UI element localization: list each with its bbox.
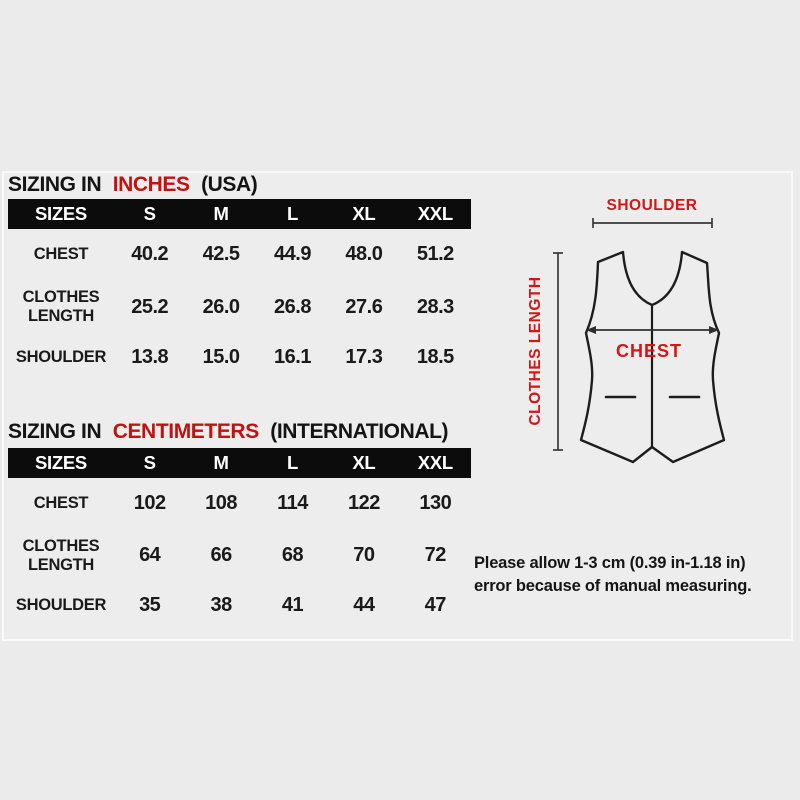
centimeters-table-title xyxy=(8,419,471,444)
cell-value: 26.8 xyxy=(274,295,311,318)
cell-value: 28.3 xyxy=(416,295,454,318)
cell-value: 48.0 xyxy=(345,242,383,265)
column-header-s: S xyxy=(143,452,156,473)
cell-value: 47 xyxy=(424,594,446,616)
row-label: CHEST xyxy=(33,493,89,512)
title-prefix: SIZING IN xyxy=(8,173,102,196)
cell-value: 44.9 xyxy=(274,242,311,265)
table-row-chest xyxy=(8,478,471,528)
cell-value: 66 xyxy=(210,544,232,566)
cell-value: 18.5 xyxy=(416,345,454,368)
clothes-length-dimension-line xyxy=(553,253,563,450)
table-row-shoulder xyxy=(8,335,471,379)
centimeters-table-header xyxy=(8,448,471,478)
cell-value: 122 xyxy=(347,491,380,514)
note-line-2: error because of manual measuring. xyxy=(474,576,752,595)
row-label: CLOTHES LENGTH xyxy=(22,536,100,574)
cell-value: 130 xyxy=(419,491,452,514)
measuring-error-note xyxy=(474,552,800,597)
row-label: CLOTHES LENGTH xyxy=(22,288,100,325)
title-unit: INCHES xyxy=(112,173,190,196)
column-header-m: M xyxy=(213,203,229,224)
cell-value: 38 xyxy=(210,594,232,616)
cell-value: 102 xyxy=(133,491,166,514)
title-unit: CENTIMETERS xyxy=(112,420,259,443)
cell-value: 26.0 xyxy=(202,295,240,318)
column-header-xxl: XXL xyxy=(417,452,453,473)
cell-value: 114 xyxy=(277,491,308,514)
row-label: SHOULDER xyxy=(15,347,107,366)
cell-value: 64 xyxy=(139,544,161,566)
cell-value: 17.3 xyxy=(345,345,383,368)
cell-value: 27.6 xyxy=(345,295,383,318)
chest-dimension-label: CHEST xyxy=(615,341,683,361)
cell-value: 13.8 xyxy=(131,345,169,368)
cell-value: 42.5 xyxy=(202,242,240,265)
column-header-xxl: XXL xyxy=(417,203,453,224)
shoulder-dimension-line xyxy=(593,218,712,228)
title-region: (INTERNATIONAL) xyxy=(270,420,449,443)
title-region: (USA) xyxy=(201,173,258,196)
cell-value: 41 xyxy=(281,594,304,616)
row-label: CHEST xyxy=(33,244,89,263)
cell-value: 16.1 xyxy=(274,345,311,368)
cell-value: 44 xyxy=(353,594,375,616)
vest-measurement-diagram xyxy=(515,192,800,487)
inches-table-header xyxy=(8,199,471,229)
centimeters-size-table xyxy=(8,419,471,628)
cell-value: 108 xyxy=(205,491,238,514)
cell-value: 35 xyxy=(139,594,161,616)
column-header-xl: XL xyxy=(352,452,376,473)
column-header-s: S xyxy=(143,203,156,224)
cell-value: 15.0 xyxy=(202,345,240,368)
cell-value: 72 xyxy=(424,544,446,566)
inches-size-table xyxy=(8,172,471,379)
table-row-clothes-length xyxy=(8,279,471,335)
shoulder-dimension-label: SHOULDER xyxy=(606,197,698,214)
cell-value: 51.2 xyxy=(416,242,454,265)
column-header-sizes: SIZES xyxy=(35,203,87,224)
note-line-1: Please allow 1-3 cm (0.39 in-1.18 in) xyxy=(474,554,746,572)
column-header-m: M xyxy=(213,452,229,473)
table-row-chest xyxy=(8,229,471,279)
column-header-sizes: SIZES xyxy=(35,452,87,473)
cell-value: 25.2 xyxy=(131,295,169,318)
cell-value: 68 xyxy=(281,544,304,566)
row-label: SHOULDER xyxy=(15,596,107,614)
clothes-length-dimension-label: CLOTHES LENGTH xyxy=(527,276,544,426)
table-row-shoulder xyxy=(8,583,471,628)
title-prefix: SIZING IN xyxy=(8,420,102,443)
inches-table-title xyxy=(8,172,471,197)
column-header-l: L xyxy=(286,452,298,473)
table-row-clothes-length xyxy=(8,528,471,583)
column-header-xl: XL xyxy=(352,203,376,224)
cell-value: 40.2 xyxy=(131,242,169,265)
cell-value: 70 xyxy=(353,544,375,566)
column-header-l: L xyxy=(286,203,298,224)
